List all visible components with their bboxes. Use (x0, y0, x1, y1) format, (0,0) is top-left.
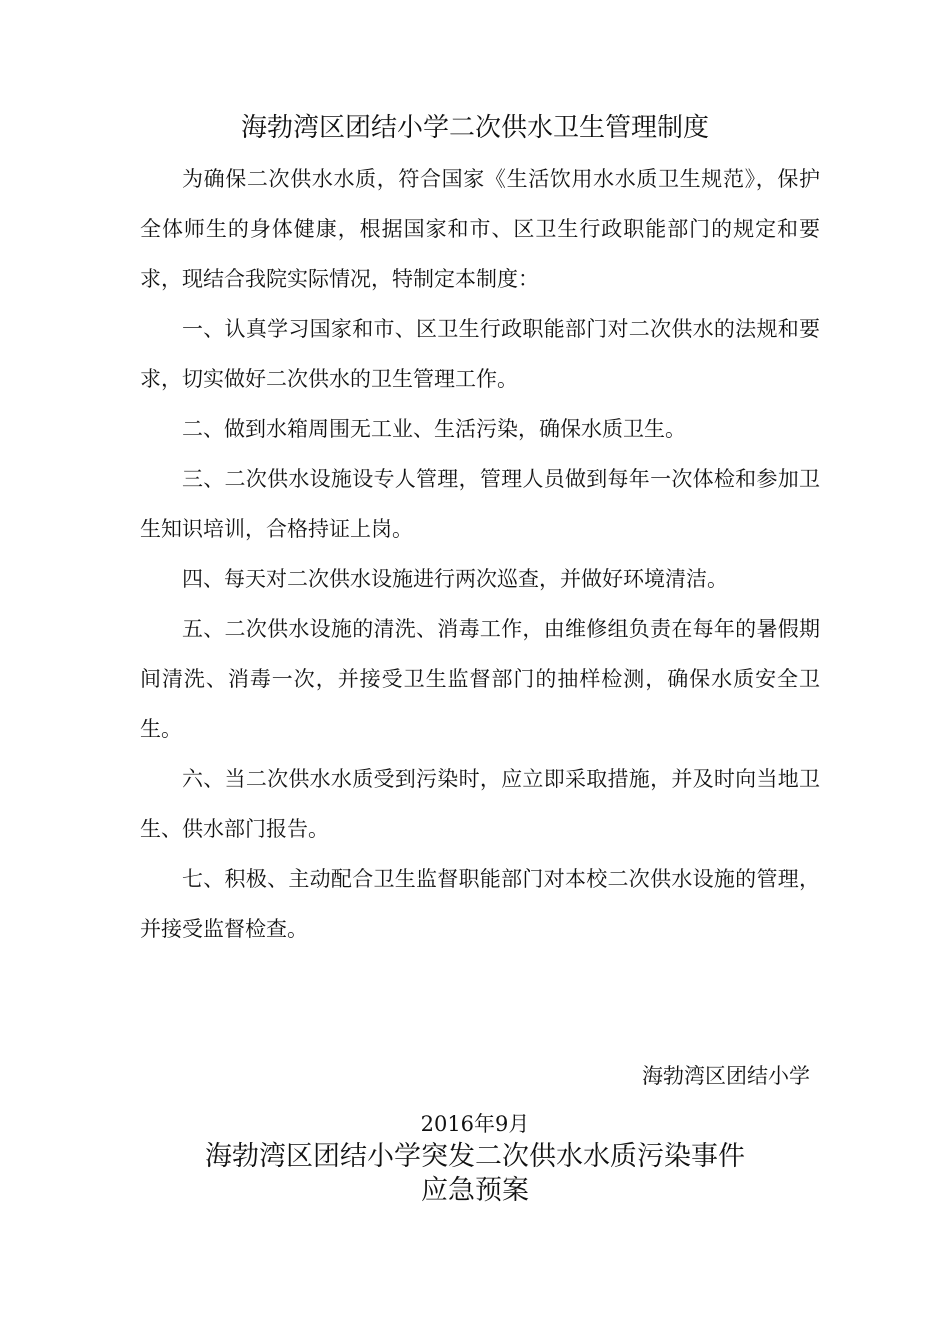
document-title: 海勃湾区团结小学二次供水卫生管理制度 (240, 113, 709, 143)
rule-paragraph-5: 五、二次供水设施的清洗、消毒工作，由维修组负责在每年的暑假期间清洗、消毒一次，并接受卫生监督部门的抽样检测，确保水质安全卫生。 (140, 617, 820, 741)
rule-paragraph-7: 七、积极、主动配合卫生监督职能部门对本校二次供水设施的管理，并接受监督检查。 (140, 867, 820, 941)
document-body (140, 154, 820, 954)
rule-paragraph-2: 二、做到水箱周围无工业、生活污染，确保水质卫生。 (182, 417, 686, 441)
signature-school-name: 海勃湾区团结小学 (642, 1064, 810, 1088)
next-title-line-2: 应急预案 (421, 1175, 529, 1206)
rule-paragraph-4: 四、每天对二次供水设施进行两次巡查，并做好环境清洁。 (182, 567, 728, 591)
rule-paragraph-3: 三、二次供水设施设专人管理，管理人员做到每年一次体检和参加卫生知识培训，合格持证上岗。 (140, 467, 820, 541)
rule-paragraph-1: 一、认真学习国家和市、区卫生行政职能部门对二次供水的法规和要求，切实做好二次供水的卫生管理工作。 (140, 317, 820, 391)
next-title-line-1: 海勃湾区团结小学突发二次供水水质污染事件 (205, 1141, 745, 1172)
rule-paragraph-6: 六、当二次供水水质受到污染时，应立即采取措施，并及时向当地卫生、供水部门报告。 (140, 767, 820, 841)
intro-paragraph: 为确保二次供水水质，符合国家《生活饮用水水质卫生规范》，保护全体师生的身体健康，根据国家和市、区卫生行政职能部门的规定和要求，现结合我院实际情况，特制定本制度： (140, 167, 820, 291)
next-document-title (0, 1140, 950, 1208)
document-date: 2016年9月 (420, 1112, 530, 1136)
